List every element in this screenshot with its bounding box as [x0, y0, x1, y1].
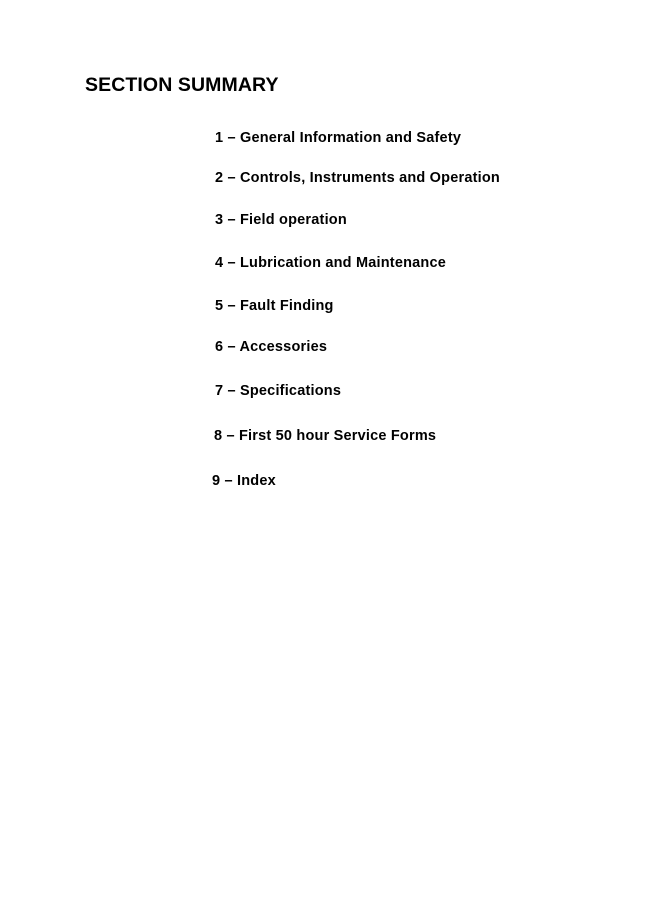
section-item-controls-instruments: 2 – Controls, Instruments and Operation	[215, 170, 500, 186]
section-item-service-forms: 8 – First 50 hour Service Forms	[214, 428, 437, 444]
section-item-specifications: 7 – Specifications	[215, 383, 342, 399]
section-item-general-information: 1 – General Information and Safety	[215, 130, 462, 146]
page-title: SECTION SUMMARY	[85, 74, 279, 96]
section-item-fault-finding: 5 – Fault Finding	[215, 298, 334, 314]
section-item-lubrication-maintenance: 4 – Lubrication and Maintenance	[215, 255, 446, 271]
section-item-accessories: 6 – Accessories	[215, 339, 328, 355]
section-item-index: 9 – Index	[212, 473, 276, 489]
section-item-field-operation: 3 – Field operation	[215, 212, 347, 228]
